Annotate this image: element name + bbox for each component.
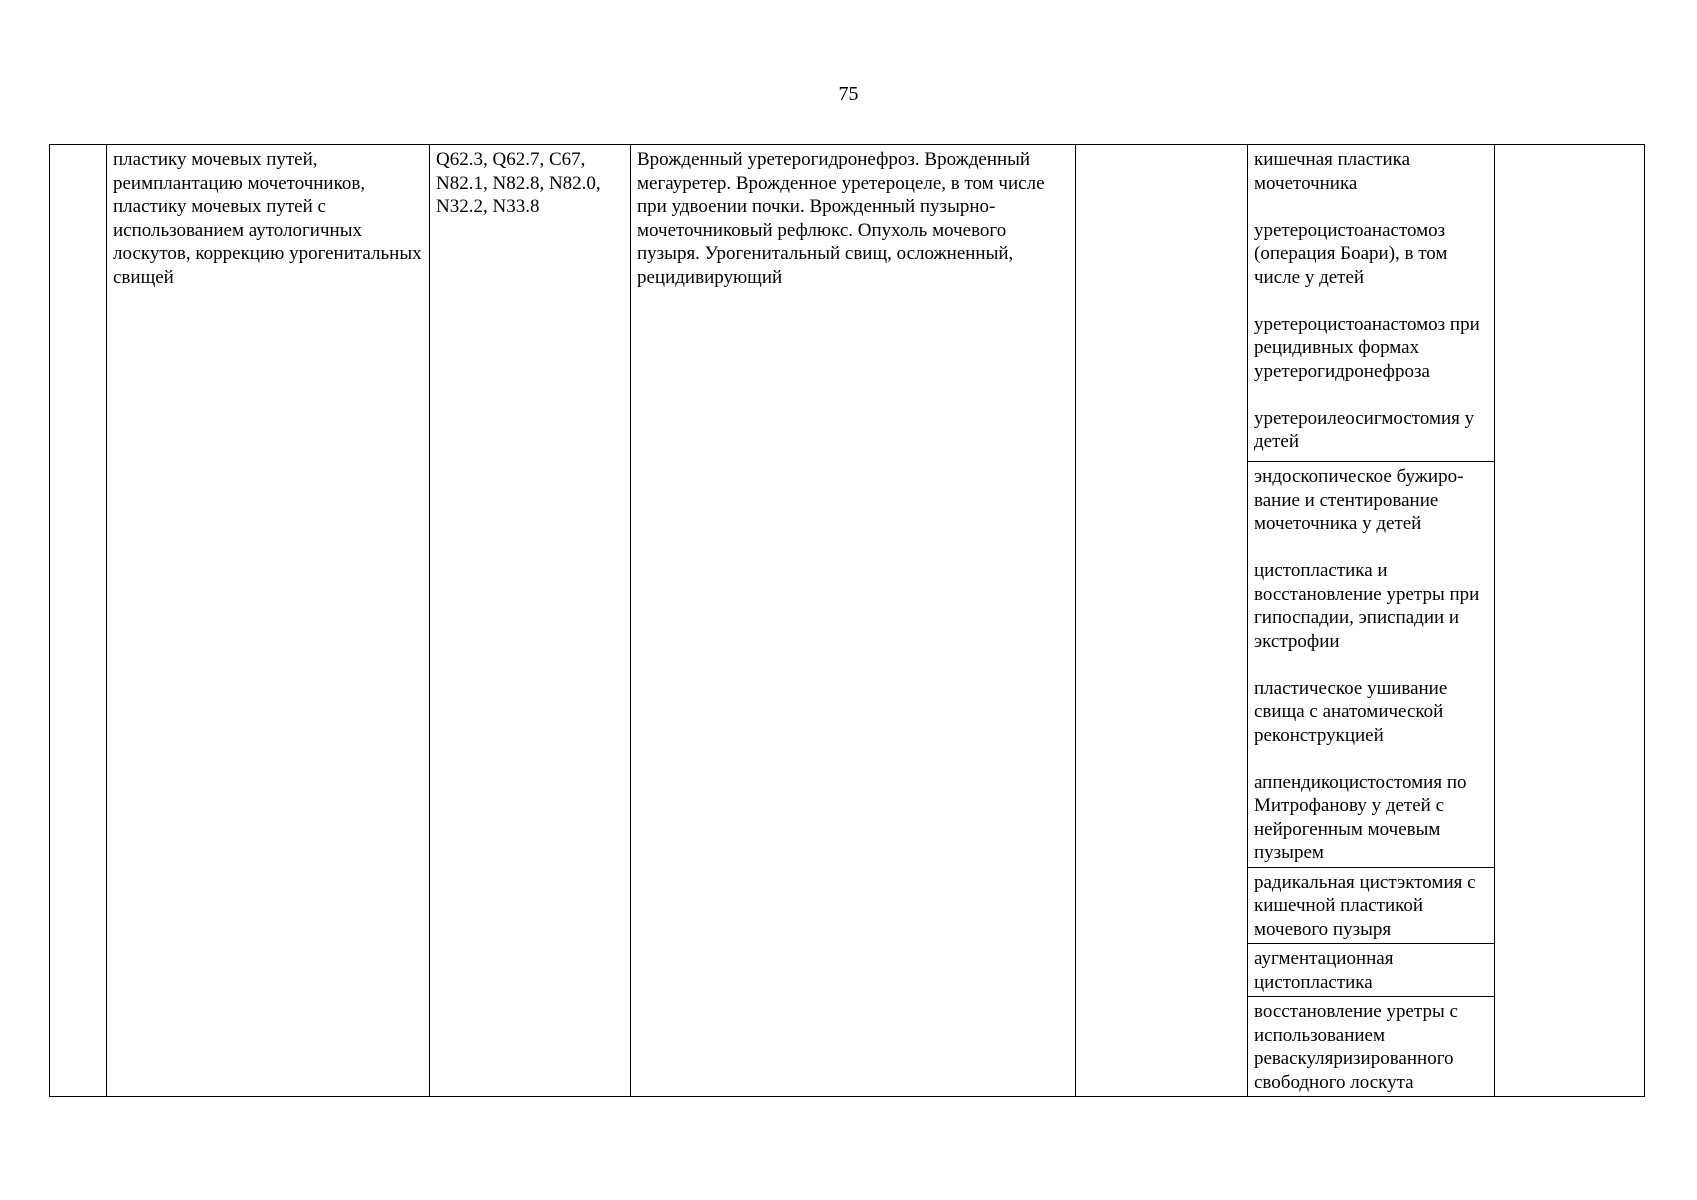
treatment-method: аугментационная цистопластика: [1254, 948, 1394, 993]
treatment-method: уретероилеосигмостомия у детей: [1254, 407, 1475, 452]
cost-cell: [1495, 145, 1645, 1097]
intervention-scope-cell: пластику мочевых путей, реимплантацию мочеточников, пластику мочевых путей с использованием аутологичных лоскутов, коррекцию урогенитальных свищей: [107, 145, 430, 1097]
treatment-method: радикальная цистэктомия с кишечной пластикой мочевого пузыря: [1254, 871, 1476, 940]
treatment-method: эндоскопическое бужиро-вание и стентирование мочеточника у детей: [1254, 466, 1464, 534]
treatment-method: кишечная пластика мочеточника: [1254, 149, 1410, 194]
treatment-method: аппендикоцистостомия по Митрофанову у детей с нейрогенным мочевым пузырем: [1254, 771, 1467, 863]
treatment-method: цистопластика и восстановление уретры при гипоспадии, эписпадии и экстрофии: [1254, 560, 1480, 652]
treatment-method-cell: [1248, 462, 1495, 868]
treatment-method: восстановление уретры с использованием реваскуляризированного свободного лоскута: [1254, 1001, 1458, 1093]
table-row: [50, 145, 1645, 462]
treatment-method-cell: [1248, 145, 1495, 462]
medical-care-table: [49, 144, 1645, 1097]
page-number: 75: [838, 83, 859, 105]
patient-model-cell: [1076, 145, 1248, 1097]
treatment-method-cell: [1248, 867, 1495, 944]
row-number-cell: [50, 145, 107, 1097]
treatment-method: уретероцистоанастомоз при рецидивных формах уретерогидронефроза: [1254, 313, 1480, 382]
treatment-method-cell: [1248, 997, 1495, 1097]
diagnosis-cell: Врожденный уретерогидронефроз. Врожденный мегауретер. Врожденное уретероцеле, в том числе при удвоении почки. Врожденный пузырно-мочеточниковый рефлюкс. Опухоль мочевого пузыря. Урогенитальный свищ, осложненный, рецидивирующий: [631, 145, 1076, 1097]
treatment-method: уретероцистоанастомоз (операция Боари), в том числе у детей: [1254, 219, 1448, 288]
icd-codes-cell: Q62.3, Q62.7, C67, N82.1, N82.8, N82.0, N32.2, N33.8: [430, 145, 631, 1097]
treatment-method: пластическое ушивание свища с анатомической реконструкцией: [1254, 677, 1448, 746]
treatment-method-cell: [1248, 944, 1495, 997]
